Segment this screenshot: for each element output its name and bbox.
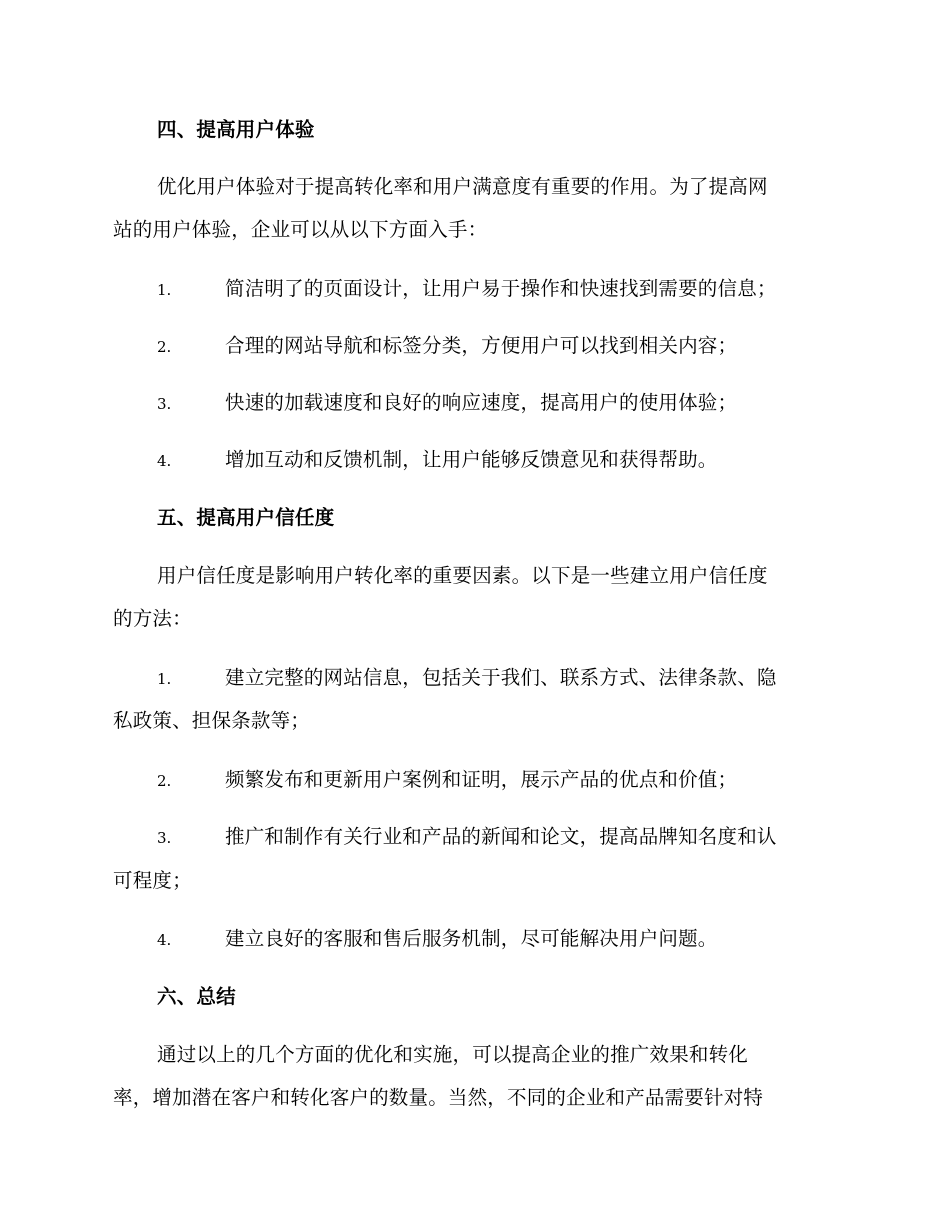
list-item-number: 4. <box>157 931 172 949</box>
section-6-paragraph-line-2: 率，增加潜在客户和转化客户的数量。当然，不同的企业和产品需要针对特 <box>113 1086 764 1109</box>
list-item-continuation: 可程度； <box>113 869 192 892</box>
list-item-text: 频繁发布和更新用户案例和证明，展示产品的优点和价值； <box>225 768 738 791</box>
section-5-intro-line-2: 的方法： <box>113 607 192 630</box>
list-item-number: 2. <box>157 338 172 356</box>
section-heading-6: 六、总结 <box>157 985 236 1008</box>
list-item-number: 3. <box>157 395 172 413</box>
list-item-number: 1. <box>157 281 172 299</box>
list-item-text: 增加互动和反馈机制，让用户能够反馈意见和获得帮助。 <box>225 448 718 471</box>
list-item-text: 推广和制作有关行业和产品的新闻和论文，提高品牌知名度和认 <box>225 825 777 848</box>
list-item-number: 4. <box>157 452 172 470</box>
list-item-text: 简洁明了的页面设计，让用户易于操作和快速找到需要的信息； <box>225 277 777 300</box>
list-item-text: 建立完整的网站信息，包括关于我们、联系方式、法律条款、隐 <box>225 666 777 689</box>
section-4-intro-line-1: 优化用户体验对于提高转化率和用户满意度有重要的作用。为了提高网 <box>157 175 768 198</box>
section-6-paragraph-line-1: 通过以上的几个方面的优化和实施，可以提高企业的推广效果和转化 <box>157 1043 749 1066</box>
list-item-number: 1. <box>157 670 172 688</box>
list-item-number: 2. <box>157 772 172 790</box>
list-item-number: 3. <box>157 829 172 847</box>
section-5-intro-line-1: 用户信任度是影响用户转化率的重要因素。以下是一些建立用户信任度 <box>157 564 768 587</box>
section-heading-4: 四、提高用户体验 <box>157 118 315 141</box>
list-item-continuation: 私政策、担保条款等； <box>113 709 311 732</box>
list-item-text: 快速的加载速度和良好的响应速度，提高用户的使用体验； <box>225 391 738 414</box>
section-heading-5: 五、提高用户信任度 <box>157 506 335 529</box>
section-4-intro-line-2: 站的用户体验，企业可以从以下方面入手： <box>113 218 488 241</box>
list-item-text: 合理的网站导航和标签分类，方便用户可以找到相关内容； <box>225 334 738 357</box>
list-item-text: 建立良好的客服和售后服务机制，尽可能解决用户问题。 <box>225 927 718 950</box>
